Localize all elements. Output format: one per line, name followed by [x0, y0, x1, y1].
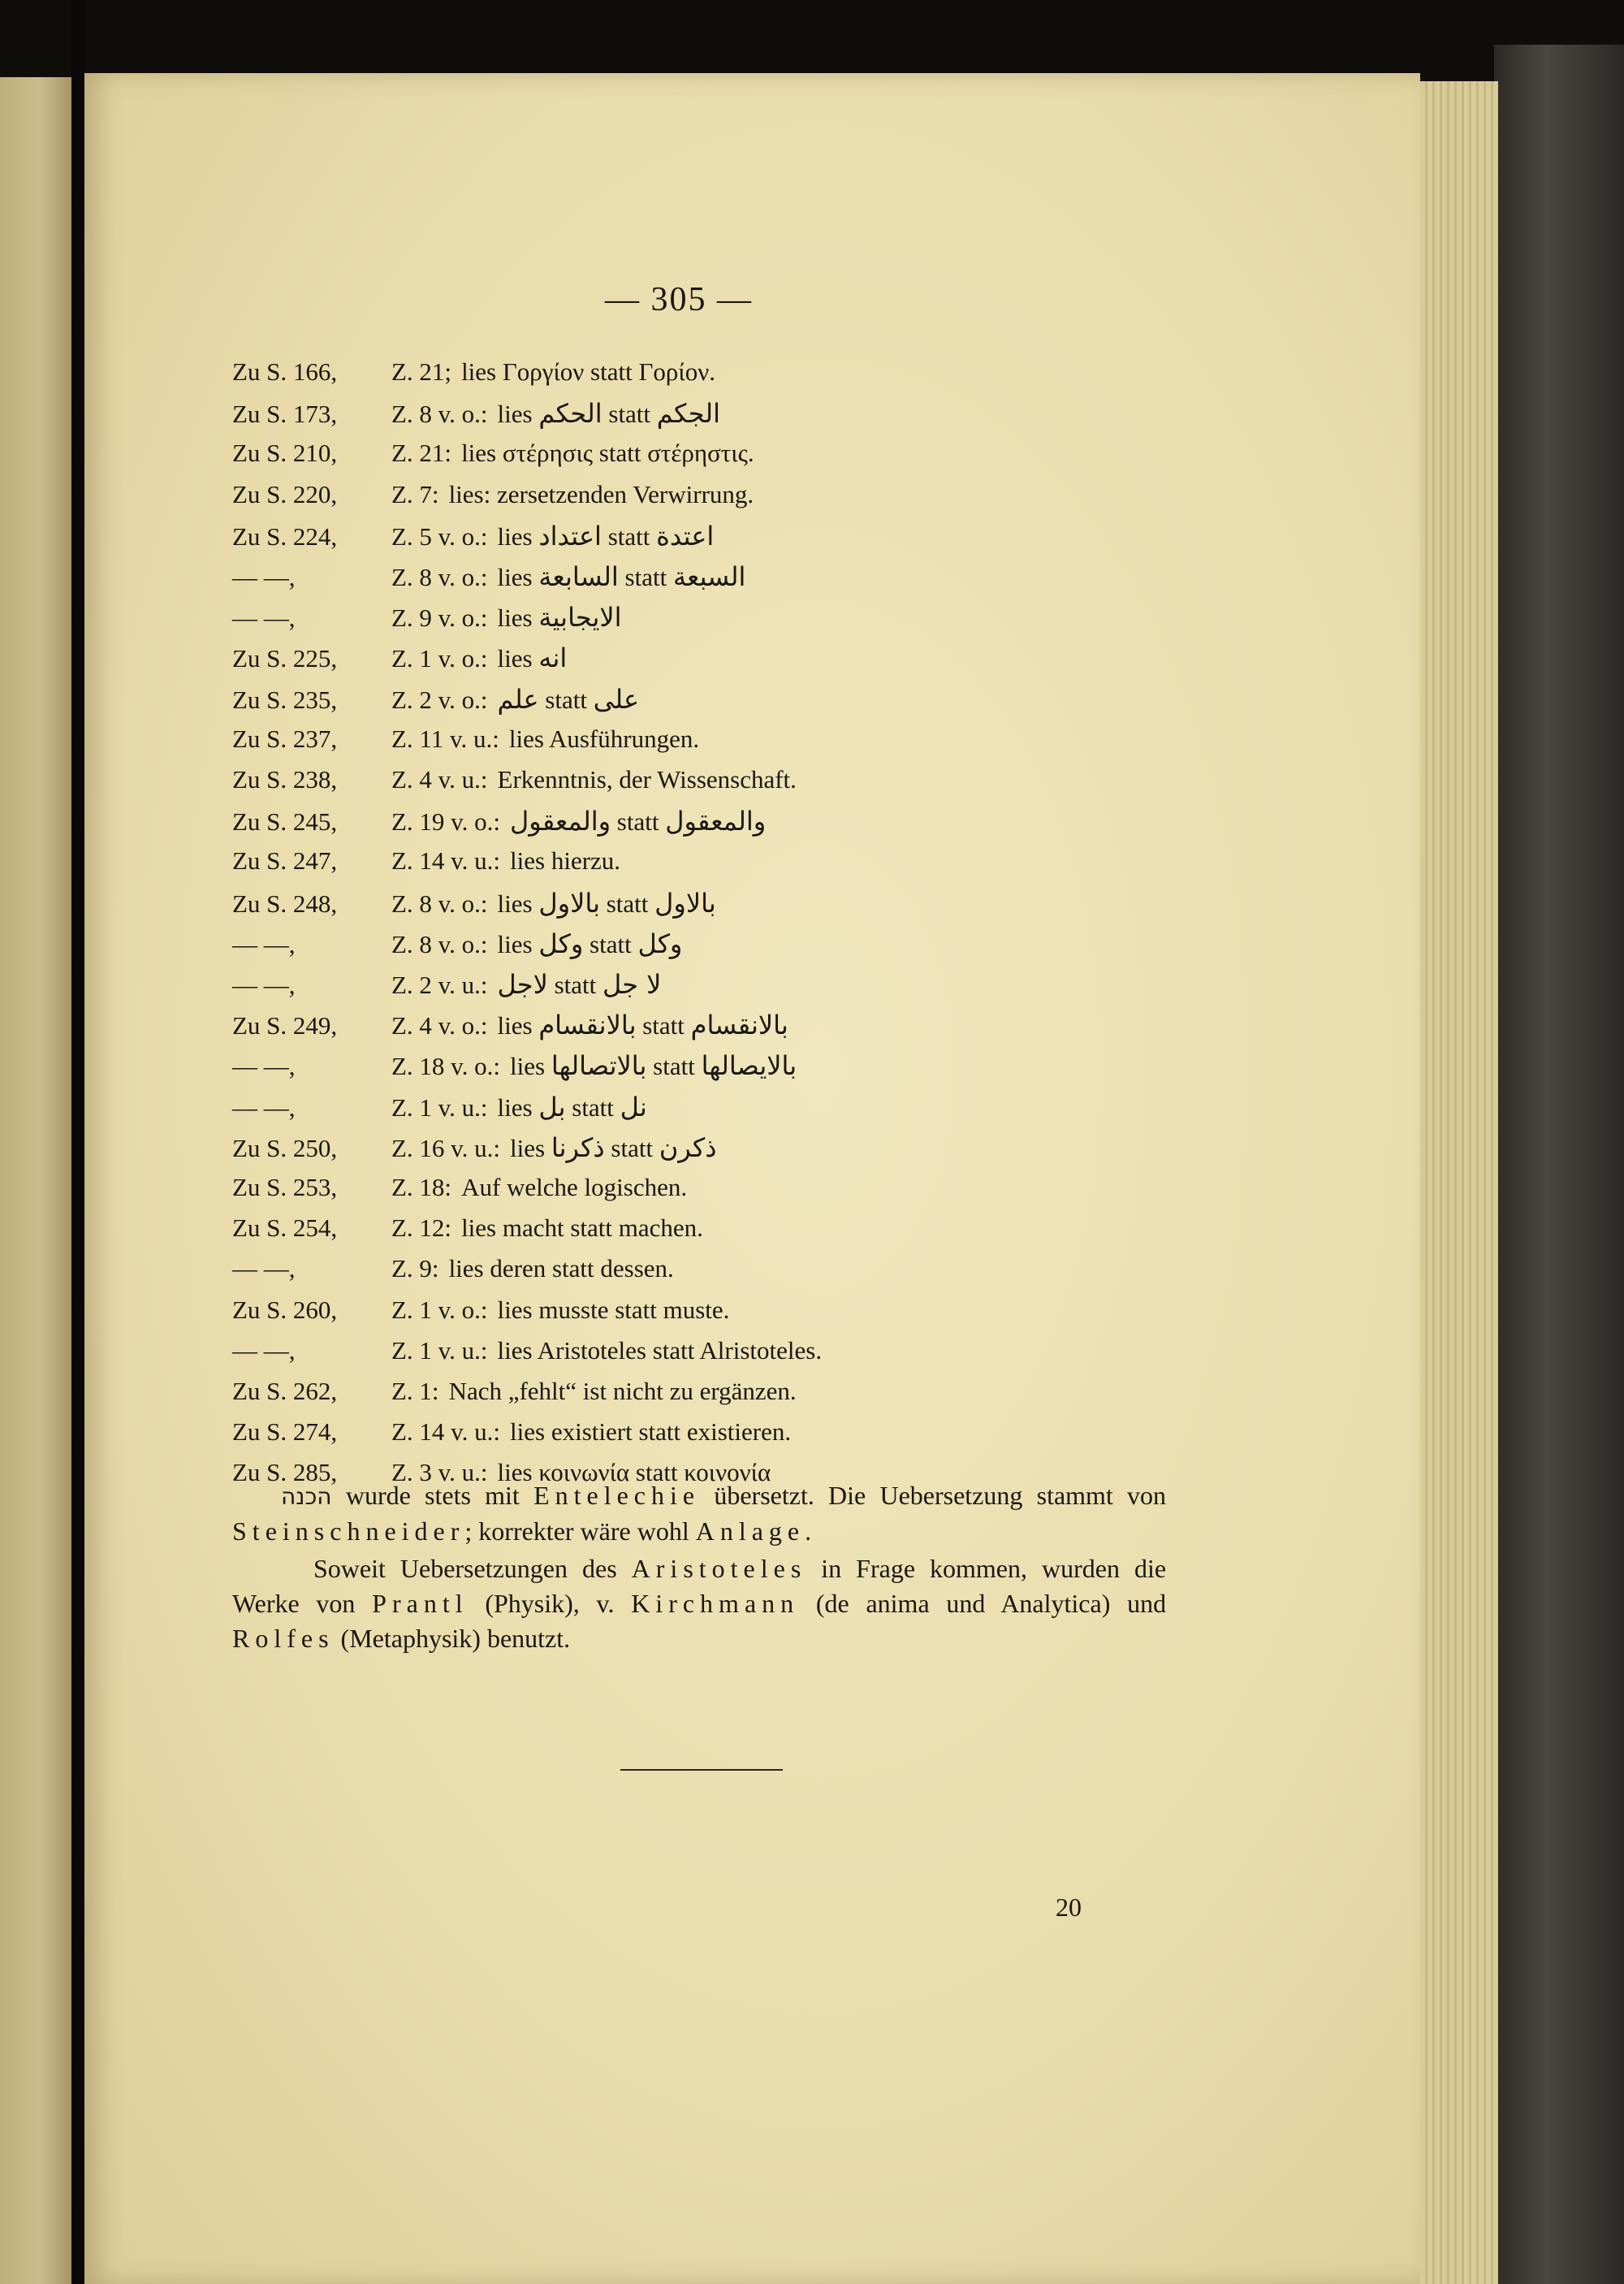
- erratum-text: lies: [497, 644, 533, 673]
- erratum-correction: [449, 1377, 797, 1406]
- erratum-correction: [509, 725, 699, 754]
- spaced-term: Entelechie: [533, 1481, 701, 1510]
- sheet-number: 20: [1056, 1893, 1082, 1922]
- erratum-statt: statt: [653, 1052, 695, 1081]
- erratum-row: [232, 1377, 797, 1414]
- erratum-text: lies hierzu.: [510, 846, 621, 876]
- arabic-wrong-form: الجكم: [656, 398, 721, 430]
- erratum-text: lies Aristoteles statt Alristoteles.: [497, 1335, 823, 1365]
- erratum-line-ref: Z. 21;: [391, 357, 452, 386]
- arabic-wrong-form: بالانقسام: [690, 1010, 788, 1041]
- erratum-statt: statt: [608, 400, 651, 429]
- erratum-correction: [498, 561, 746, 592]
- erratum-correction: [498, 398, 721, 429]
- erratum-correction: [510, 846, 620, 876]
- erratum-row: [232, 1092, 647, 1129]
- erratum-correction: [510, 806, 766, 837]
- arabic-wrong-form: وكل: [637, 928, 683, 959]
- erratum-text: lies: [510, 1052, 546, 1081]
- erratum-text: lies στέρησις statt στέρηστις.: [461, 439, 754, 468]
- erratum-page-ref: Zu S. 224,: [232, 521, 338, 551]
- erratum-correction: [510, 1417, 791, 1447]
- left-page-edge: [0, 77, 71, 2284]
- erratum-page-ref: Zu S. 238,: [232, 765, 338, 794]
- erratum-row: [232, 888, 716, 925]
- erratum-line-ref: Z. 3 v. u.:: [391, 1458, 488, 1487]
- erratum-correction: [510, 1132, 716, 1163]
- arabic-correct-form: بالانقسام: [538, 1010, 637, 1041]
- arabic-correct-form: اعتداد: [538, 520, 602, 552]
- erratum-statt: statt: [611, 1133, 654, 1162]
- erratum-text: lies: [497, 929, 533, 958]
- erratum-row: [232, 398, 720, 435]
- erratum-text: lies deren statt dessen.: [448, 1254, 674, 1283]
- erratum-line-ref: Z. 1 v. o.:: [391, 1295, 488, 1324]
- erratum-page-ref: — —,: [232, 1335, 296, 1365]
- erratum-text: lies: [497, 1092, 533, 1122]
- erratum-row: [232, 928, 682, 966]
- erratum-line-ref: Z. 21:: [391, 439, 452, 468]
- erratum-text: lies: [497, 603, 533, 633]
- erratum-row: [232, 1132, 716, 1170]
- erratum-page-ref: — —,: [232, 563, 296, 591]
- erratum-row: [232, 1254, 674, 1291]
- erratum-correction: [498, 521, 715, 552]
- erratum-row: [232, 357, 715, 395]
- spaced-term: Kirchmann: [631, 1589, 800, 1618]
- arabic-correct-form: علم: [497, 683, 539, 715]
- erratum-row: [232, 561, 745, 599]
- page-edges: [1413, 81, 1498, 2284]
- erratum-row: [232, 684, 639, 721]
- erratum-statt: statt: [642, 1011, 685, 1040]
- erratum-page-ref: — —,: [232, 1254, 296, 1283]
- erratum-line-ref: Z. 19 v. o.:: [391, 807, 501, 837]
- page-number: — 305 —: [605, 281, 753, 318]
- erratum-line-ref: Z. 8 v. o.:: [391, 929, 488, 958]
- erratum-line-ref: Z. 8 v. o.:: [391, 889, 488, 918]
- erratum-statt: statt: [554, 971, 597, 999]
- erratum-correction: [498, 1296, 730, 1325]
- erratum-line-ref: Z. 12:: [391, 1213, 452, 1243]
- erratum-correction: [498, 1336, 823, 1365]
- erratum-page-ref: Zu S. 254,: [232, 1213, 338, 1243]
- erratum-line-ref: Z. 16 v. u.:: [391, 1133, 501, 1162]
- erratum-page-ref: Zu S. 274,: [232, 1417, 338, 1447]
- erratum-text: lies Γοργίον statt Γορίον.: [461, 357, 715, 386]
- erratum-correction: [449, 480, 754, 509]
- erratum-row: [232, 1050, 797, 1088]
- erratum-page-ref: Zu S. 249,: [232, 1011, 338, 1040]
- erratum-correction: [498, 1010, 788, 1040]
- arabic-correct-form: السابعة: [538, 561, 619, 592]
- arabic-correct-form: بالاتصالها: [551, 1050, 647, 1082]
- erratum-row: [232, 765, 797, 802]
- erratum-correction: [461, 357, 715, 387]
- erratum-row: [232, 969, 661, 1006]
- erratum-page-ref: Zu S. 235,: [232, 685, 338, 714]
- erratum-line-ref: Z. 1:: [391, 1377, 439, 1405]
- arabic-wrong-form: بالاول: [654, 887, 716, 919]
- erratum-line-ref: Z. 8 v. o.:: [391, 563, 488, 591]
- erratum-page-ref: Zu S. 248,: [232, 889, 338, 918]
- note-paragraph-1: הכנה wurde stets mit Entelechie übersetzt. Die Uebersetzung stammt von Steinschneider; korrekter wäre wohl Anlage.: [232, 1481, 1167, 1546]
- erratum-page-ref: Zu S. 260,: [232, 1295, 338, 1324]
- erratum-text: lies macht statt machen.: [461, 1213, 703, 1243]
- spaced-term: Steinschneider: [232, 1516, 465, 1546]
- erratum-correction: [498, 888, 716, 919]
- erratum-row: [232, 602, 622, 639]
- erratum-page-ref: Zu S. 210,: [232, 439, 338, 468]
- erratum-correction: [461, 1173, 687, 1202]
- arabic-wrong-form: نل: [620, 1091, 647, 1123]
- erratum-text: lies Ausführungen.: [508, 724, 700, 753]
- erratum-row: [232, 725, 699, 762]
- hebrew-term: הכנה: [281, 1483, 332, 1510]
- erratum-row: [232, 1010, 788, 1047]
- erratum-text: lies: [497, 1011, 533, 1040]
- erratum-row: [232, 1173, 687, 1210]
- arabic-wrong-form: والمعقول: [665, 806, 767, 837]
- erratum-text: lies: [497, 521, 533, 551]
- arabic-wrong-form: السبعة: [672, 561, 746, 592]
- erratum-line-ref: Z. 11 v. u.:: [391, 724, 499, 753]
- closing-rule: [620, 1769, 783, 1771]
- erratum-page-ref: Zu S. 253,: [232, 1173, 338, 1201]
- erratum-row: [232, 642, 567, 680]
- erratum-text: lies: [497, 563, 533, 591]
- erratum-page-ref: — —,: [232, 603, 296, 633]
- book-gutter: [71, 0, 84, 2284]
- erratum-correction: [498, 928, 683, 959]
- erratum-row: [232, 846, 620, 884]
- arabic-correct-form: الحكم: [538, 398, 603, 430]
- erratum-row: [232, 1213, 703, 1251]
- spaced-term: Anlage: [695, 1516, 806, 1546]
- erratum-line-ref: Z. 14 v. u.:: [391, 1417, 501, 1447]
- erratum-row: [232, 1296, 729, 1333]
- erratum-line-ref: Z. 2 v. o.:: [391, 685, 488, 714]
- erratum-row: [232, 521, 714, 558]
- erratum-text: Nach „fehlt“ ist nicht zu ergänzen.: [448, 1377, 797, 1405]
- erratum-line-ref: Z. 8 v. o.:: [391, 400, 488, 429]
- erratum-text: lies: zersetzenden Verwirrung.: [448, 479, 754, 508]
- spaced-term: Prantl: [372, 1589, 469, 1618]
- erratum-line-ref: Z. 14 v. u.:: [391, 846, 501, 876]
- erratum-line-ref: Z. 7:: [391, 479, 439, 508]
- erratum-page-ref: Zu S. 220,: [232, 479, 338, 508]
- erratum-line-ref: Z. 9:: [391, 1254, 439, 1283]
- erratum-line-ref: Z. 1 v. u.:: [391, 1335, 488, 1365]
- erratum-statt: statt: [545, 685, 587, 714]
- erratum-page-ref: Zu S. 247,: [232, 846, 338, 876]
- arabic-wrong-form: ذكرن: [659, 1131, 717, 1163]
- erratum-statt: statt: [590, 929, 632, 958]
- erratum-correction: [498, 765, 797, 794]
- erratum-page-ref: — —,: [232, 929, 296, 958]
- erratum-line-ref: Z. 2 v. u.:: [391, 971, 488, 999]
- erratum-page-ref: Zu S. 225,: [232, 644, 338, 673]
- erratum-line-ref: Z. 5 v. o.:: [391, 521, 488, 551]
- erratum-page-ref: Zu S. 173,: [232, 400, 338, 429]
- erratum-line-ref: Z. 4 v. u.:: [391, 765, 488, 794]
- arabic-wrong-form: لا جل: [602, 969, 662, 1000]
- erratum-page-ref: — —,: [232, 1052, 296, 1081]
- erratum-statt: statt: [624, 563, 667, 591]
- arabic-correct-form: انه: [538, 642, 568, 674]
- erratum-text: lies: [510, 1133, 546, 1162]
- erratum-row: [232, 480, 754, 517]
- spaced-term: Aristoteles: [631, 1554, 807, 1583]
- arabic-correct-form: بالاول: [538, 887, 600, 919]
- erratum-statt: statt: [616, 807, 659, 837]
- erratum-page-ref: Zu S. 237,: [232, 724, 338, 753]
- erratum-correction: [498, 1092, 647, 1123]
- erratum-correction: [498, 969, 662, 1000]
- erratum-page-ref: Zu S. 285,: [232, 1458, 338, 1487]
- erratum-line-ref: Z. 18 v. o.:: [391, 1052, 501, 1081]
- erratum-statt: statt: [572, 1092, 614, 1122]
- erratum-correction: [498, 602, 622, 633]
- erratum-correction: [498, 642, 568, 673]
- erratum-correction: [449, 1254, 674, 1283]
- erratum-correction: [510, 1050, 797, 1081]
- erratum-line-ref: Z. 1 v. u.:: [391, 1092, 488, 1122]
- erratum-text: lies κοινωνία statt κοινονία: [497, 1458, 771, 1487]
- erratum-text: lies musste statt muste.: [497, 1295, 730, 1324]
- arabic-correct-form: ذكرنا: [551, 1131, 605, 1163]
- arabic-wrong-form: اعتدة: [656, 520, 715, 552]
- erratum-statt: statt: [606, 889, 649, 918]
- arabic-correct-form: والمعقول: [510, 806, 611, 837]
- spaced-term: Rolfes: [232, 1624, 335, 1653]
- arabic-wrong-form: على: [593, 683, 640, 715]
- erratum-page-ref: Zu S. 250,: [232, 1133, 338, 1162]
- erratum-text: lies existiert statt existieren.: [510, 1417, 792, 1447]
- arabic-wrong-form: بالايصالها: [701, 1050, 797, 1082]
- note-paragraph-2: Soweit Uebersetzungen des Aristoteles in Frage kommen, wurden die Werke von Prantl (Physik), v. Kirchmann (de anima und Analytica) und Rolfes (Metaphysik) benutzt.: [232, 1554, 1167, 1653]
- erratum-text: lies: [497, 400, 533, 429]
- erratum-page-ref: Zu S. 245,: [232, 807, 338, 837]
- arabic-correct-form: بل: [538, 1091, 566, 1123]
- erratum-line-ref: Z. 18:: [391, 1173, 452, 1201]
- erratum-page-ref: Zu S. 166,: [232, 357, 338, 386]
- erratum-line-ref: Z. 4 v. o.:: [391, 1011, 488, 1040]
- erratum-correction: [461, 439, 754, 468]
- erratum-text: Auf welche logischen.: [461, 1173, 688, 1201]
- erratum-correction: [498, 684, 640, 715]
- erratum-page-ref: — —,: [232, 1092, 296, 1122]
- arabic-correct-form: لاجل: [497, 969, 548, 1000]
- erratum-row: [232, 1417, 791, 1455]
- arabic-correct-form: وكل: [538, 928, 584, 959]
- erratum-row: [232, 806, 766, 843]
- arabic-correct-form: الايجابية: [538, 602, 622, 634]
- book-cover: [1494, 45, 1624, 2284]
- erratum-row: [232, 439, 754, 476]
- erratum-correction: [461, 1213, 703, 1243]
- erratum-statt: statt: [607, 521, 650, 551]
- erratum-line-ref: Z. 1 v. o.:: [391, 644, 488, 673]
- erratum-line-ref: Z. 9 v. o.:: [391, 603, 488, 633]
- erratum-text: Erkenntnis, der Wissenschaft.: [497, 765, 797, 794]
- erratum-page-ref: — —,: [232, 971, 296, 999]
- erratum-text: lies: [497, 889, 533, 918]
- erratum-page-ref: Zu S. 262,: [232, 1377, 338, 1405]
- erratum-row: [232, 1336, 822, 1373]
